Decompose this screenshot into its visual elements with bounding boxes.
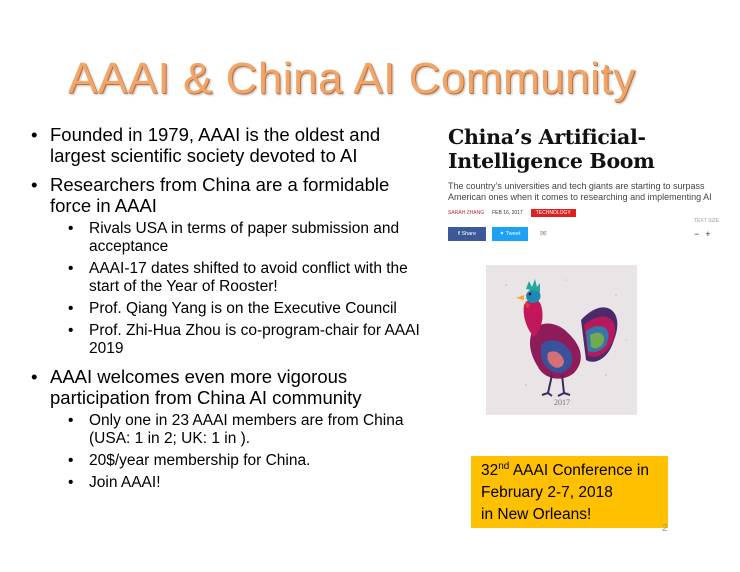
twitter-share-button[interactable]	[492, 227, 528, 241]
article-title-line: Intelligence Boom	[448, 149, 655, 173]
sub-bullet-marker: •	[68, 220, 74, 237]
conference-dates: February 2-7, 2018	[481, 484, 613, 501]
bullet-text: Researchers from China are a formidable force in AAAI	[50, 174, 390, 216]
conference-line-1	[481, 460, 668, 482]
sub-bullet-text: Prof. Qiang Yang is on the Executive Council	[89, 300, 397, 317]
bullet-item	[28, 124, 428, 166]
facebook-icon: f	[457, 231, 462, 237]
facebook-share-label: Share	[461, 231, 477, 237]
sub-bullet-item	[28, 260, 428, 296]
article-author[interactable]: SARAH ZHANG	[448, 210, 485, 216]
section-tag[interactable]: TECHNOLOGY	[531, 209, 576, 217]
sub-bullet-list	[28, 412, 428, 492]
bullet-text: Founded in 1979, AAAI is the oldest and largest scientific society devoted to AI	[50, 124, 381, 166]
sub-bullet-text: Only one in 23 AAAI members are from China (USA: 1 in 2; UK: 1 in ).	[89, 412, 404, 447]
sub-bullet-text: AAAI-17 dates shifted to avoid conflict with the start of the Year of Rooster!	[89, 260, 408, 295]
article-title	[448, 125, 728, 173]
conference-name: AAAI Conference in	[509, 462, 649, 479]
article-clipping	[448, 125, 728, 239]
text-size-controls	[694, 229, 717, 239]
zoom-in-button[interactable]: +	[705, 229, 717, 239]
illustration-year: 2017	[554, 398, 570, 407]
sub-bullet-text: Join AAAI!	[89, 474, 161, 491]
bullet-list	[28, 124, 428, 500]
share-bar	[448, 218, 728, 243]
article-meta	[448, 209, 728, 217]
bullet-item	[28, 366, 428, 492]
sub-bullet-marker: •	[68, 300, 74, 317]
rooster-illustration	[486, 265, 637, 415]
mail-icon[interactable]: ✉	[540, 229, 547, 238]
sub-bullet-marker: •	[68, 412, 74, 429]
twitter-share-label: Tweet	[505, 231, 521, 237]
bullet-marker: •	[31, 174, 38, 195]
sub-bullet-item	[28, 412, 428, 448]
conference-location: in New Orleans!	[481, 506, 592, 523]
article-date: FEB 16, 2017	[492, 210, 523, 216]
bullet-item	[28, 174, 428, 358]
sub-bullet-marker: •	[68, 260, 74, 277]
rooster-icon	[486, 265, 637, 415]
article-subtitle: The country’s universities and tech giants are starting to surpass American ones when it comes to researching and implementing AI	[448, 181, 712, 202]
slide-title: AAAI & China AI Community	[68, 54, 636, 103]
article-title-line: China’s Artificial-	[448, 125, 646, 149]
text-size-label: TEXT SIZE	[694, 218, 720, 224]
zoom-out-button[interactable]: −	[694, 229, 706, 239]
bullet-text: AAAI welcomes even more vigorous participation from China AI community	[50, 366, 362, 408]
conference-number: 32	[481, 462, 499, 479]
twitter-icon: ✦	[499, 231, 506, 237]
sub-bullet-item	[28, 300, 428, 318]
sub-bullet-text: Rivals USA in terms of paper submission and acceptance	[89, 220, 400, 255]
sub-bullet-list	[28, 220, 428, 358]
sub-bullet-text: 20$/year membership for China.	[89, 452, 311, 469]
sub-bullet-item	[28, 322, 428, 358]
conference-callout	[471, 456, 668, 528]
sub-bullet-marker: •	[68, 474, 74, 491]
sub-bullet-marker: •	[68, 322, 74, 339]
conference-ordinal: nd	[498, 461, 510, 472]
sub-bullet-marker: •	[68, 452, 74, 469]
bullet-marker: •	[31, 124, 38, 145]
page-number: 2	[662, 523, 668, 534]
sub-bullet-item	[28, 220, 428, 256]
sub-bullet-item	[28, 474, 428, 492]
sub-bullet-text: Prof. Zhi-Hua Zhou is co-program-chair for AAAI 2019	[89, 322, 420, 357]
sub-bullet-item	[28, 452, 428, 470]
facebook-share-button[interactable]	[448, 227, 486, 241]
bullet-marker: •	[31, 366, 38, 387]
